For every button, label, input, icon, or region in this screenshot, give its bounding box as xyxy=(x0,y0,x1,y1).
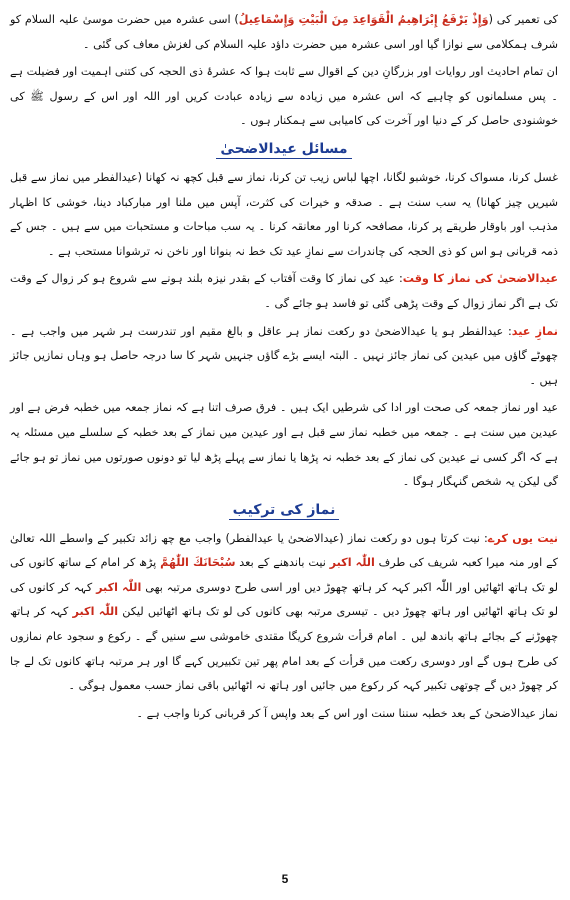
eid-prayer-paragraph xyxy=(10,320,558,394)
method-text-5: کہہ کر ہاتھ چھوڑنے کے بجائے ہاتھ باندھ لیں ۔ امام قرأت شروع کریگا مقتدی خاموشی سے سنیں گے ۔ رکوع و سجود عام نمازوں کی طرح ہوں گے اور دوسری رکعت میں قرأت کے بعد امام پھر تین تکبیریں کہے گا اور ہر مرتبہ ہاتھ کانوں تک لے جا کر چھوڑ دیں گے چوتھی تکبیر کہہ کر رکوع میں جائیں اور ہاتھ نہ اٹھائیں باقی نماز حسب معمول ہوگی ۔ xyxy=(10,605,558,693)
conclusion-line2: چاہیے کہ اس عشرہ میں زیادہ سے زیادہ عبادت کریں اور اللہ اور اس کے رسول ﷺ کی خوشنودی حاصل کر کے دنیا اور آخرت کی کامیابی xyxy=(10,89,558,128)
method-paragraph xyxy=(10,527,558,699)
eid-prayer-text: : عیدالفطر ہو یا عیدالاضحیٰ دو رکعت نماز ہر عاقل و بالغ مقیم اور تندرست ہر شہر میں واجب ہے ۔ چھوٹے گاؤں میں عیدین کی نماز جائز نہیں ۔ البتہ ایسے بڑے گاؤں جنہیں شہر کا سا درجہ حاصل ہو وہاں نمازیں جائز ہیں ۔ xyxy=(10,324,558,387)
method-text-1: : نیت کرتا ہوں دو رکعت نماز (عیدالاضحیٰ یا عیدالفطر) واجب مع چھ زائد تکبیر کے واسطے اللہ تعالیٰ کے اور منہ میرا کعبہ شریف کی طرف xyxy=(10,531,558,570)
takbir-1: اللّٰہ اکبر xyxy=(329,556,375,570)
method-text-4: کہہ کر کانوں کی لو تک ہاتھ اٹھائیں اور ہاتھ چھوڑ دیں ۔ تیسری مرتبہ بھی کانوں کی لو تک ہاتھ اٹھائیں لیکن xyxy=(10,580,558,619)
niyyat-label: نیت یوں کرے xyxy=(487,531,559,545)
sunan-paragraph: غسل کرنا، مسواک کرنا، خوشبو لگانا، اچھا لباس زیب تن کرنا، نماز سے قبل کچھ نہ کھانا (عیدالفطر میں نماز سے قبل شیریں چیز کھانا) یہ سب سنت ہے ۔ صدقہ و خیرات کی کثرت، آپس میں ملنا اور مبارکباد دینا، خوشی کا اظہار مذہب اور باوقار طریقے پر کرنا، مصافحہ کرنا اور معانقہ کرنا ۔ یہ سب مباحات و مستحبات میں سے ہیں ۔ جس کے ذمہ قربانی ہو اس کو ذی الحجہ کی چاندرات سے نمازِ عید تک خط نہ بنوانا اور ناخن نہ ترشوانا مستحب ہے ۔ xyxy=(10,170,558,258)
intro-text-start: کی تعمیر کی ( xyxy=(488,13,559,26)
conclusion-line3: سے ہمکنار ہوں ۔ xyxy=(240,114,326,128)
prayer-time-text: : عید کی نماز کا وقت آفتاب کے بقدر نیزہ بلند ہونے سے شروع ہو کر زوال کے وقت تک ہے اگر نماز زوال کے وقت پڑھی گئی تو فاسد ہو جائے گی ۔ xyxy=(10,272,558,310)
method-text-3: پڑھ کر امام کے ساتھ کانوں کی لو تک ہاتھ اٹھائیں اور اللّٰہ اکبر کہہ کر ہاتھ چھوڑ دیں اور اسی طرح دوسری مرتبہ بھی xyxy=(10,556,559,594)
intro-text-line2: گیا اور اسی عشرہ میں حضرت داؤد علیہ السلام کی لغزش معاف کی گئی ۔ xyxy=(82,37,439,51)
section-heading-masail: مسائل عیدالاضحیٰ xyxy=(10,138,558,160)
khutba-paragraph: عید اور نماز جمعہ کی صحت اور ادا کی شرطیں ایک ہیں ۔ فرق صرف اتنا ہے کہ نماز جمعہ میں خطبہ فرض ہے اور عیدین میں سنت ہے ۔ جمعہ میں خطبہ نماز سے قبل ہے اور عیدین میں نماز کے بعد خطبہ کے سلسلے میں مسئلہ یہ ہے کہ اگر کسی نے عیدین کی نماز کے بعد خطبہ نہ پڑھا یا نماز سے پہلے پڑھ لیا تو دونوں صورتوں میں نماز تو ہو جائے گی لیکن یہ شخص گنہگار ہوگا ۔ xyxy=(10,401,558,489)
prayer-time-label: عیدالاضحیٰ کی نماز کا وقت xyxy=(402,272,558,286)
conclusion-paragraph xyxy=(10,60,558,134)
takbir-2: اللّٰہ اکبر xyxy=(96,580,142,594)
after-prayer-paragraph: نماز عیدالاضحیٰ کے بعد خطبہ سننا سنت اور اس کے بعد واپس آ کر قربانی کرنا واجب ہے ۔ xyxy=(136,706,558,720)
takbir-3: اللّٰہ اکبر xyxy=(72,605,119,619)
conclusion-line1: ان تمام احادیث اور روایات اور بزرگانِ دین کے اقوال سے ثابت ہوا کہ عشرۂ ذی الحجہ کی کتنی اہمیت اور فضیلت ہے ۔ پس مسلمانوں کو xyxy=(10,65,558,103)
intro-paragraph xyxy=(10,8,558,57)
page-number: 5 xyxy=(281,872,289,886)
intro-text-cont: ) اسی عشرہ میں حضرت موسیٰ علیہ السلام کو شرف ہمکلامی سے نوازا xyxy=(10,13,558,51)
prayer-time-paragraph xyxy=(10,267,558,316)
section-heading-tarkeeb: نماز کی ترکیب xyxy=(10,499,558,521)
eid-prayer-label: نمازِ عید xyxy=(511,324,558,338)
quran-verse: وَإِذْ يَرْفَعُ إِبْرَاهِيمُ الْقَوَاعِدَ مِنَ الْبَيْتِ وَإِسْمَاعِيلُ xyxy=(238,13,489,26)
thana-text: سُبْحَانَكَ اللّٰهُمَّ xyxy=(160,556,236,570)
method-text-2: نیت باندھنے کے بعد xyxy=(235,556,330,570)
